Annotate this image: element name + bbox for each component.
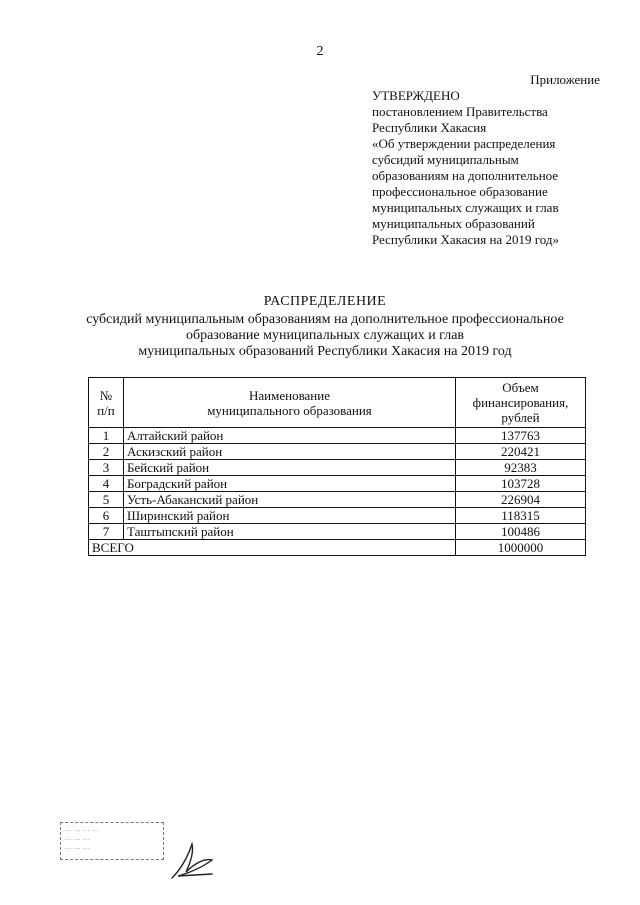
- row-name: Алтайский район: [124, 428, 456, 444]
- approval-block: [372, 72, 600, 248]
- registration-stamp: [60, 822, 164, 860]
- header-number: № п/п: [89, 378, 124, 428]
- table-total-row: [89, 540, 586, 556]
- row-number: 5: [89, 492, 124, 508]
- row-volume: 100486: [456, 524, 586, 540]
- document-title-block: [60, 294, 590, 360]
- table-row: [89, 476, 586, 492]
- table-row: [89, 492, 586, 508]
- approval-line: муниципальных образований: [372, 216, 535, 231]
- row-number: 1: [89, 428, 124, 444]
- row-volume: 118315: [456, 508, 586, 524]
- approval-line: муниципальных служащих и глав: [372, 200, 559, 215]
- table-row: [89, 460, 586, 476]
- row-volume: 226904: [456, 492, 586, 508]
- table-row: [89, 428, 586, 444]
- row-volume: 137763: [456, 428, 586, 444]
- table-header-row: [89, 378, 586, 428]
- header-volume: Объем финансирования, рублей: [456, 378, 586, 428]
- row-name: Бейский район: [124, 460, 456, 476]
- stamp-line: ... ... ...: [65, 834, 90, 842]
- document-title: РАСПРЕДЕЛЕНИЕ: [263, 294, 387, 309]
- approval-line: профессиональное образование: [372, 184, 548, 199]
- distribution-table: [88, 377, 586, 556]
- row-volume: 92383: [456, 460, 586, 476]
- row-number: 4: [89, 476, 124, 492]
- stamp-line: ... ... ... ...: [65, 825, 99, 833]
- table-row: [89, 524, 586, 540]
- row-volume: 103728: [456, 476, 586, 492]
- approved-mark: УТВЕРЖДЕНО: [372, 88, 460, 103]
- row-name: Ширинский район: [124, 508, 456, 524]
- row-number: 6: [89, 508, 124, 524]
- row-volume: 220421: [456, 444, 586, 460]
- page-number: 2: [316, 44, 324, 59]
- total-volume: 1000000: [456, 540, 586, 556]
- approval-line: Республики Хакасия на 2019 год»: [372, 232, 559, 247]
- approval-line: образованиям на дополнительное: [372, 168, 559, 183]
- table-row: [89, 508, 586, 524]
- row-name: Таштыпский район: [124, 524, 456, 540]
- row-name: Усть-Абаканский район: [124, 492, 456, 508]
- approval-line: постановлением Правительства: [372, 104, 548, 119]
- annex-label: Приложение: [530, 72, 600, 87]
- signature-icon: [168, 838, 218, 884]
- document-subtitle-line: муниципальных образований Республики Хакасия на 2019 год: [138, 344, 512, 359]
- document-subtitle-line: субсидий муниципальным образованиям на дополнительное профессиональное: [86, 312, 564, 327]
- row-number: 7: [89, 524, 124, 540]
- table-row: [89, 444, 586, 460]
- row-name: Боградский район: [124, 476, 456, 492]
- total-label: ВСЕГО: [89, 540, 456, 556]
- approval-line: Республики Хакасия: [372, 120, 487, 135]
- document-subtitle-line: образование муниципальных служащих и глав: [185, 328, 465, 343]
- row-number: 2: [89, 444, 124, 460]
- approval-line: «Об утверждении распределения: [372, 136, 556, 151]
- approval-line: субсидий муниципальным: [372, 152, 519, 167]
- row-name: Аскизский район: [124, 444, 456, 460]
- row-number: 3: [89, 460, 124, 476]
- approval-text: [372, 104, 600, 248]
- stamp-line: ... ... ...: [65, 843, 90, 851]
- header-name: Наименование муниципального образования: [124, 378, 456, 428]
